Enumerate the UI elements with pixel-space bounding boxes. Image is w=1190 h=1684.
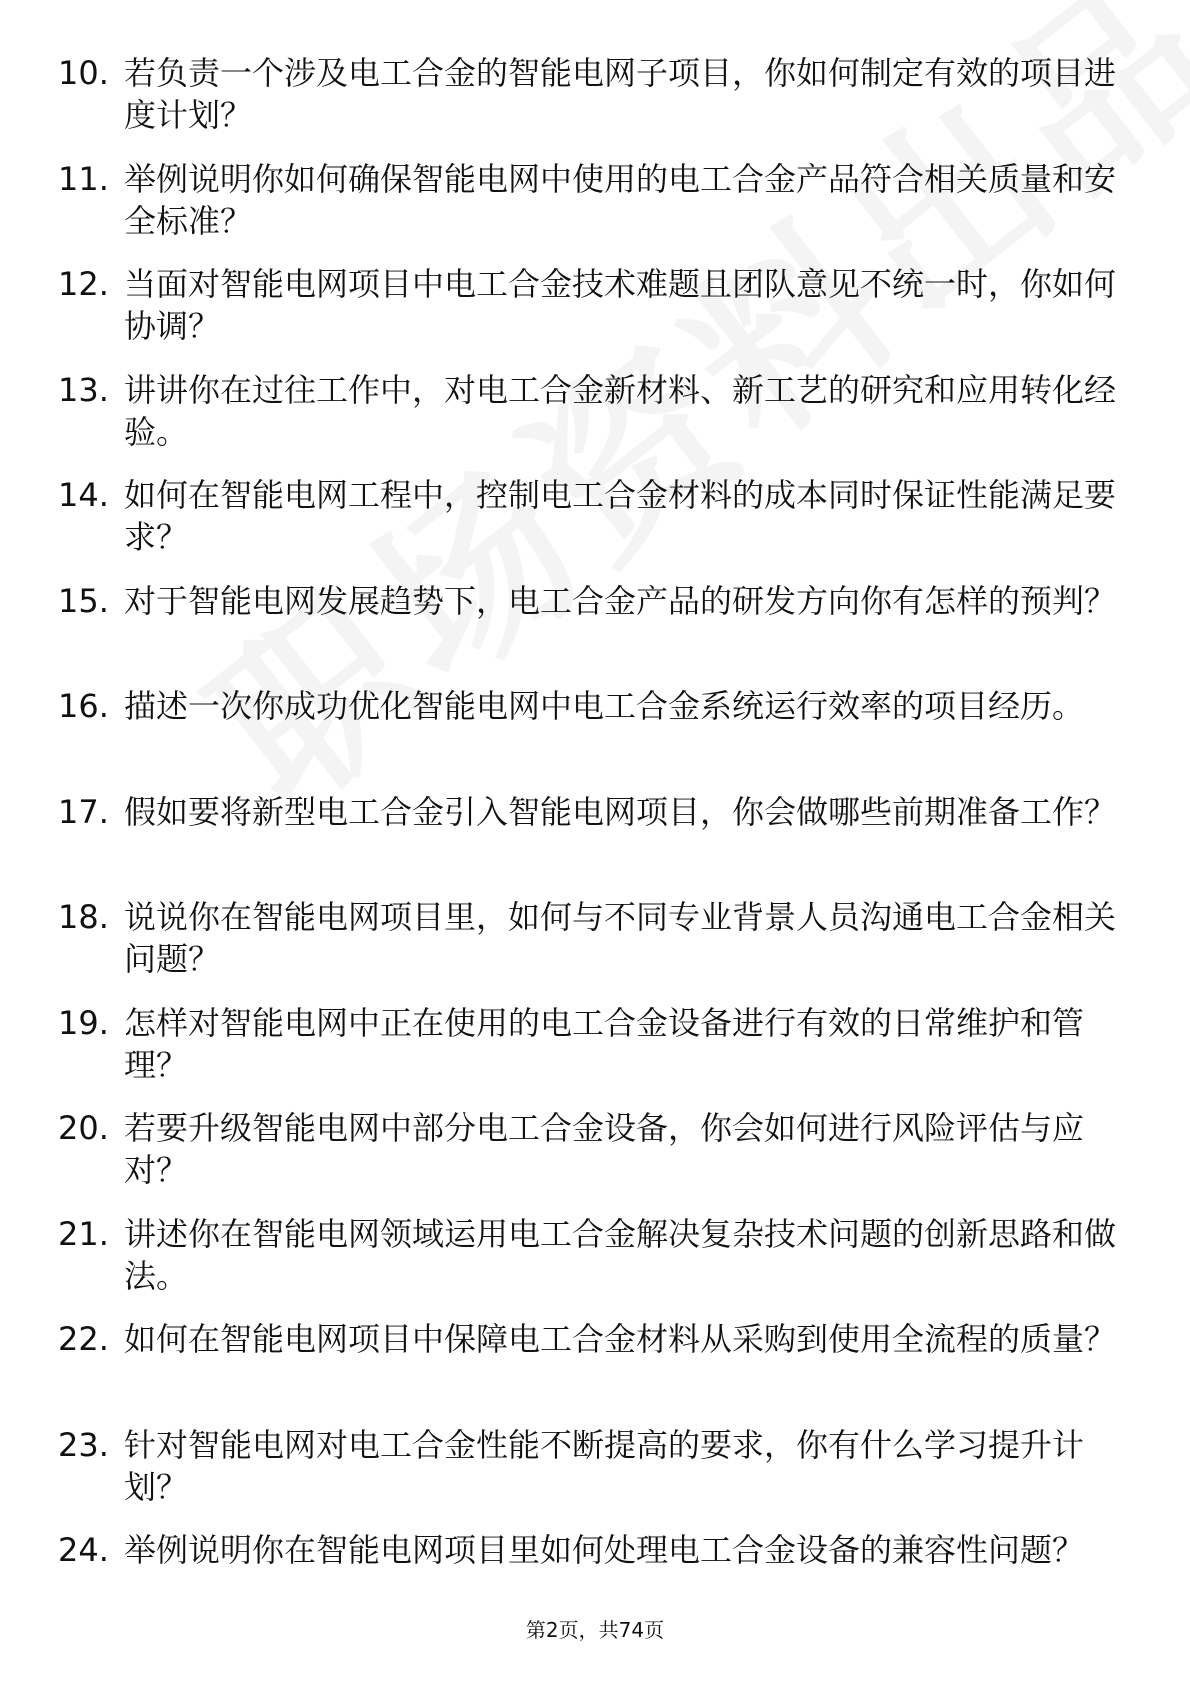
question-number: 19. xyxy=(58,1003,109,1042)
question-item xyxy=(58,896,1128,980)
question-item xyxy=(58,1529,1128,1613)
question-item xyxy=(58,1424,1128,1508)
question-text: 若要升级智能电网中部分电工合金设备，你会如何进行风险评估与应对？ xyxy=(124,1109,1085,1189)
question-text: 假如要将新型电工合金引入智能电网项目，你会做哪些前期准备工作？ xyxy=(124,792,1117,831)
question-number: 23. xyxy=(58,1425,109,1464)
question-text: 举例说明你在智能电网项目里如何处理电工合金设备的兼容性问题？ xyxy=(124,1531,1085,1569)
question-number: 24. xyxy=(58,1531,109,1569)
question-number: 22. xyxy=(58,1320,109,1358)
question-number: 12. xyxy=(58,265,109,303)
question-text: 举例说明你如何确保智能电网中使用的电工合金产品符合相关质量和安全标准？ xyxy=(124,159,1117,240)
question-text: 描述一次你成功优化智能电网中电工合金系统运行效率的项目经历。 xyxy=(124,687,1085,725)
page-footer: 第2页，共74页 xyxy=(525,1618,665,1642)
question-text: 若负责一个涉及电工合金的智能电网子项目，你如何制定有效的项目进度计划？ xyxy=(124,54,1117,134)
question-text: 怎样对智能电网中正在使用的电工合金设备进行有效的日常维护和管理？ xyxy=(124,1003,1085,1084)
question-list xyxy=(58,52,1128,1635)
question-item xyxy=(58,791,1128,875)
question-number: 15. xyxy=(58,581,109,620)
question-text: 如何在智能电网项目中保障电工合金材料从采购到使用全流程的质量？ xyxy=(124,1320,1117,1358)
question-item xyxy=(58,1318,1128,1402)
question-item xyxy=(58,1213,1128,1297)
question-number: 21. xyxy=(58,1214,109,1253)
question-item xyxy=(58,52,1128,136)
question-number: 17. xyxy=(58,792,109,831)
question-text: 讲述你在智能电网领域运用电工合金解决复杂技术问题的创新思路和做法。 xyxy=(124,1214,1117,1295)
question-item xyxy=(58,580,1128,664)
question-item xyxy=(58,369,1128,453)
question-number: 14. xyxy=(58,476,109,514)
question-item xyxy=(58,263,1128,347)
question-text: 讲讲你在过往工作中，对电工合金新材料、新工艺的研究和应用转化经验。 xyxy=(124,370,1117,451)
question-number: 18. xyxy=(58,898,109,936)
question-number: 11. xyxy=(58,159,109,198)
question-item xyxy=(58,1002,1128,1086)
question-text: 说说你在智能电网项目里，如何与不同专业背景人员沟通电工合金相关问题？ xyxy=(124,898,1117,978)
question-item xyxy=(58,685,1128,769)
question-number: 20. xyxy=(58,1109,109,1147)
question-text: 当面对智能电网项目中电工合金技术难题且团队意见不统一时，你如何协调？ xyxy=(124,265,1117,345)
question-text: 对于智能电网发展趋势下，电工合金产品的研发方向你有怎样的预判？ xyxy=(124,581,1117,620)
question-text: 如何在智能电网工程中，控制电工合金材料的成本同时保证性能满足要求？ xyxy=(124,476,1117,556)
question-item xyxy=(58,474,1128,558)
question-item xyxy=(58,158,1128,242)
question-number: 16. xyxy=(58,687,109,725)
question-number: 10. xyxy=(58,54,109,92)
question-item xyxy=(58,1107,1128,1191)
question-text: 针对智能电网对电工合金性能不断提高的要求，你有什么学习提升计划？ xyxy=(124,1425,1085,1506)
question-number: 13. xyxy=(58,370,109,409)
